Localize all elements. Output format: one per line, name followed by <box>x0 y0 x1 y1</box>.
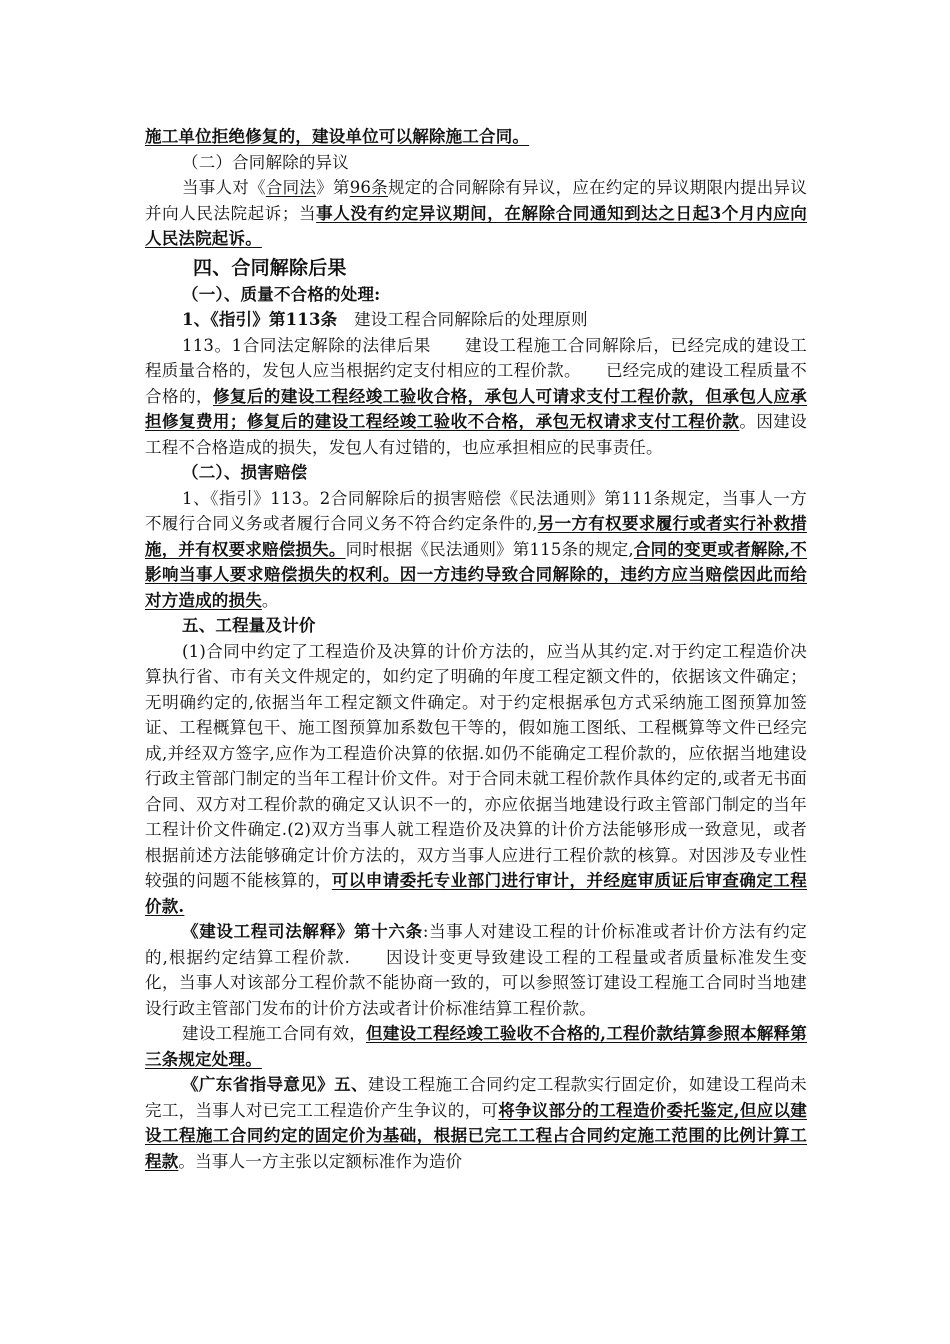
paragraph-guangdong-opinion <box>145 1072 807 1174</box>
bold-text: 《广东省指导意见》五、 <box>182 1075 368 1094</box>
section-heading-4: 四、合同解除后果 <box>193 256 347 279</box>
subheading-quality: （一）、质量不合格的处理: <box>182 284 381 304</box>
bold-underline-text: 事人没有约定异议期间，在解除合同通知到达之日起3个月内应向人民法院起诉。 <box>145 203 808 248</box>
underline-text: 96条 <box>349 178 388 197</box>
text: 建设工程施工合同约定工程款实行固定价，如建设工程尚未完工，当事人对已完工工程造价产生争议的，可 <box>145 1075 808 1120</box>
paragraph-113-1 <box>145 333 807 461</box>
paragraph-judicial-interpretation <box>145 919 807 1021</box>
paragraph-contract-valid <box>145 1021 807 1072</box>
underline-text: 合同法 <box>265 178 317 197</box>
section-heading-5: 五、工程量及计价 <box>182 616 316 635</box>
paragraph-objection <box>145 175 807 252</box>
text: 当事人对《 <box>182 178 266 197</box>
paragraph-1 <box>145 124 807 150</box>
paragraph-pricing <box>145 639 807 920</box>
subheading-damages: （二）、损害赔偿 <box>182 463 308 482</box>
text: 113。1合同法定解除的法律后果 建设工程施工合同解除后，已经完成的建设工程质量合格的，发包人应当根据约定支付相应的工程价款。 已经完成的建设工程质量不合格的， <box>145 335 807 406</box>
bold-underline-text: 可以申请委托专业部门进行审计，并经庭审质证后审查确定工程价款. <box>145 871 807 916</box>
text: :当事人对建设工程的计价标准或者计价方法有约定的,根据约定结算工程价款. 因设计变更导致建设工程的工程量或者质量标准发生变化，当事人对该部分工程价款不能协商一致的，可以参照签订建设工程施工合同时当地建设行政主管部门发布的计价方法或者计价标准结算工程价款。 <box>145 922 807 1018</box>
subheading-objection: （二）合同解除的异议 <box>182 152 349 172</box>
document-body <box>145 124 807 1174</box>
text: 。 <box>261 590 279 610</box>
bold-text: 《建设工程司法解释》第十六条 <box>182 922 423 941</box>
text: 建设工程合同解除后的处理原则 <box>354 310 588 329</box>
text: 规定的合同解除有异议，应在约定的异议期限内提出异议并向人民法院起诉；当 <box>145 178 808 223</box>
bold-underline-text: 但建设工程经竣工验收不合格的,工程价款结算参照本解释第三条规定处理。 <box>145 1024 807 1069</box>
bold-underline-text: 施工单位拒绝修复的，建设单位可以解除施工合同。 <box>145 127 530 146</box>
bold-underline-text: 修复后的建设工程经竣工验收合格，承包人可请求支付工程价款，但承包人应承担修复费用；修复后的建设工程经竣工验收不合格，承包无权请求支付工程价款 <box>145 386 807 431</box>
text: 建设工程施工合同有效， <box>182 1024 367 1043</box>
paragraph-guide-113 <box>145 307 807 333</box>
paragraph-113-2 <box>145 486 807 614</box>
text: 同时根据《民法通则》第115条的规定, <box>345 539 634 559</box>
text: 1、《指引》113。2合同解除后的损害赔偿《民法通则》第111条规定，当事人一方不履行合同义务或者履行合同义务不符合约定条件的, <box>145 488 807 533</box>
bold-underline-text: 合同的变更或者解除,不影响当事人要求赔偿损失的权利。因一方违约导致合同解除的，违约方应当赔偿因此而给对方造成的损失 <box>145 539 808 610</box>
bold-underline-text: 另一方有权要求履行或者实行补救措施，并有权要求赔偿损失。 <box>145 514 808 559</box>
text: 。当事人一方主张以定额标准作为造价 <box>178 1151 463 1171</box>
text: 。因建设工程不合格造成的损失，发包人有过错的，也应承担相应的民事责任。 <box>145 412 807 457</box>
bold-text: 1、《指引》第113条 <box>182 310 338 329</box>
text: 》第 <box>316 178 350 197</box>
bold-underline-text: 将争议部分的工程造价委托鉴定,但应以建设工程施工合同约定的固定价为基础，根据已完工工程占合同约定施工范围的比例计算工程款 <box>145 1100 808 1171</box>
text: (1)合同中约定了工程造价及决算的计价方法的，应当从其约定.对于约定工程造价决算执行省、市有关文件规定的，如约定了明确的年度工程定额文件的，依据该文件确定；无明确约定的,依据当年工程定额文件确定。对于约定根据承包方式采纳施工图预算加签证、工程概算包干、施工图预算加系数包干等的，假如施工图纸、工程概算等文件已经完成,并经双方签字,应作为工程造价决算的依据.如仍不能确定工程价款的，应依据当地建设行政主管部门制定的当年工程计价文件。对于合同未就工程价款作具体约定的,或者无书面合同、双方对工程价款的确定又认识不一的，亦应依据当地建设行政主管部门制定的当年工程计价文件确定.(2)双方当事人就工程造价及决算的计价方法能够形成一致意见，或者根据前述方法能够确定计价方法的，双方当事人应进行工程价款的核算。对因涉及专业性较强的问题不能核算的， <box>145 641 807 890</box>
